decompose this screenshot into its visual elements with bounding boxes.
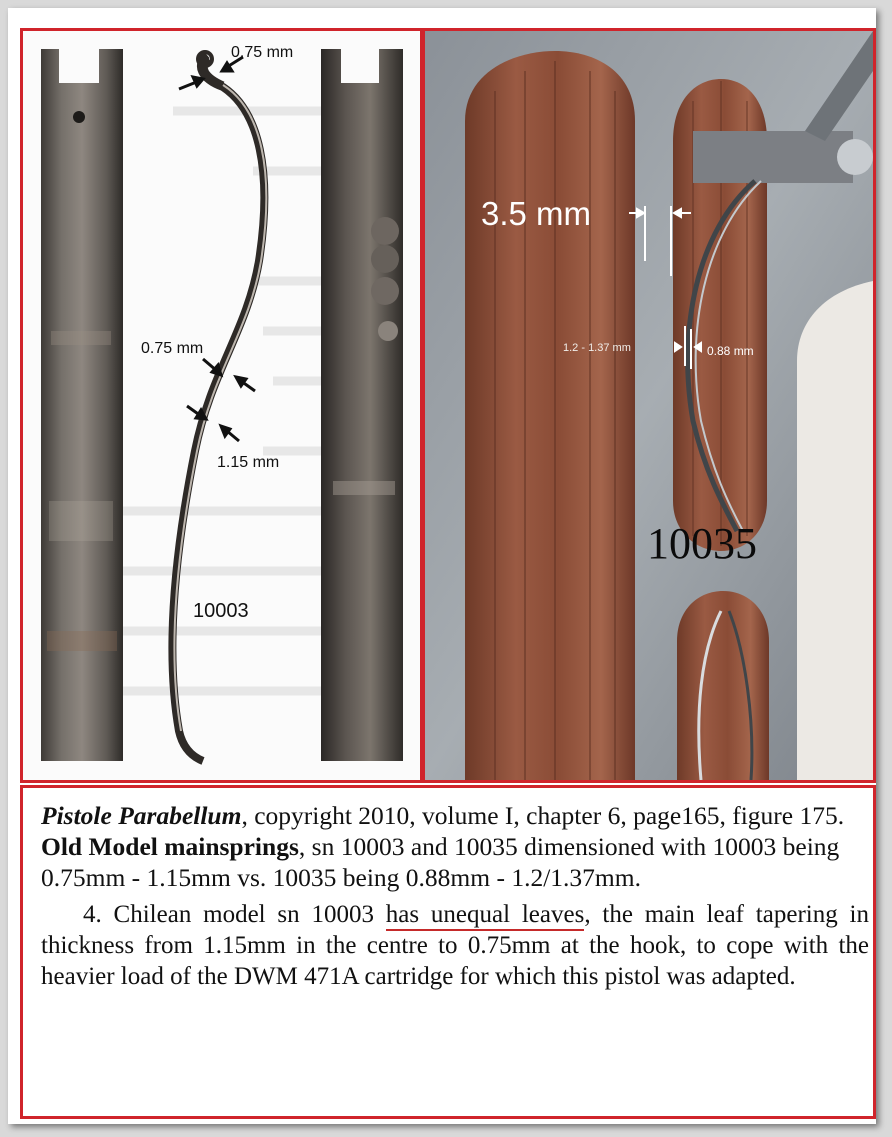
book-title: Pistole Parabellum (41, 801, 242, 830)
figure-10035-drawing (425, 31, 873, 780)
caption-box (20, 785, 876, 1119)
figure-10035-panel (422, 28, 876, 783)
mainspring-10003 (172, 52, 266, 761)
mainspring-bar-right (321, 49, 403, 761)
dim-label-small-left: 1.2 - 1.37 mm (563, 342, 631, 354)
document-sheet (8, 8, 876, 1124)
mainspring-bar-left (41, 49, 123, 761)
serial-label-10003: 10003 (193, 600, 249, 622)
wood-grip-large (465, 51, 635, 780)
caption-paragraph-2: 4. Chilean model sn 10003 has unequal leaves, the main leaf tapering in thickness from 1.15mm in the centre to 0.75mm at the hook, to cope with the heavier load of the DWM 471A cartridge for which this pistol was adapted. (41, 901, 869, 990)
dim-label-middle: 0.75 mm (141, 340, 204, 357)
dim-label-small-right: 0.88 mm (707, 344, 754, 358)
caption-text (41, 800, 869, 992)
dim-label-large: 3.5 mm (481, 195, 592, 232)
dim-label-lower: 1.15 mm (217, 454, 280, 471)
figure-10003-panel (20, 28, 423, 783)
figure-10003-drawing (23, 31, 420, 780)
caption-paragraph-1: Pistole Parabellum, copyright 2010, volume I, chapter 6, page165, figure 175. Old Model mainsprings, sn 10003 and 10035 dimensioned with 10003 being 0.75mm - 1.15mm vs. 10035 being 0.88mm - 1.2/1.37mm. (41, 801, 845, 892)
dim-label-top: 0.75 mm (231, 44, 294, 61)
serial-label-10035: 10035 (647, 519, 757, 568)
frame-highlight (797, 281, 873, 780)
wood-grip-lower-slot (677, 591, 769, 780)
bold-phrase: Old Model mainsprings (41, 832, 299, 861)
underlined-phrase: has unequal leaves (386, 901, 585, 931)
